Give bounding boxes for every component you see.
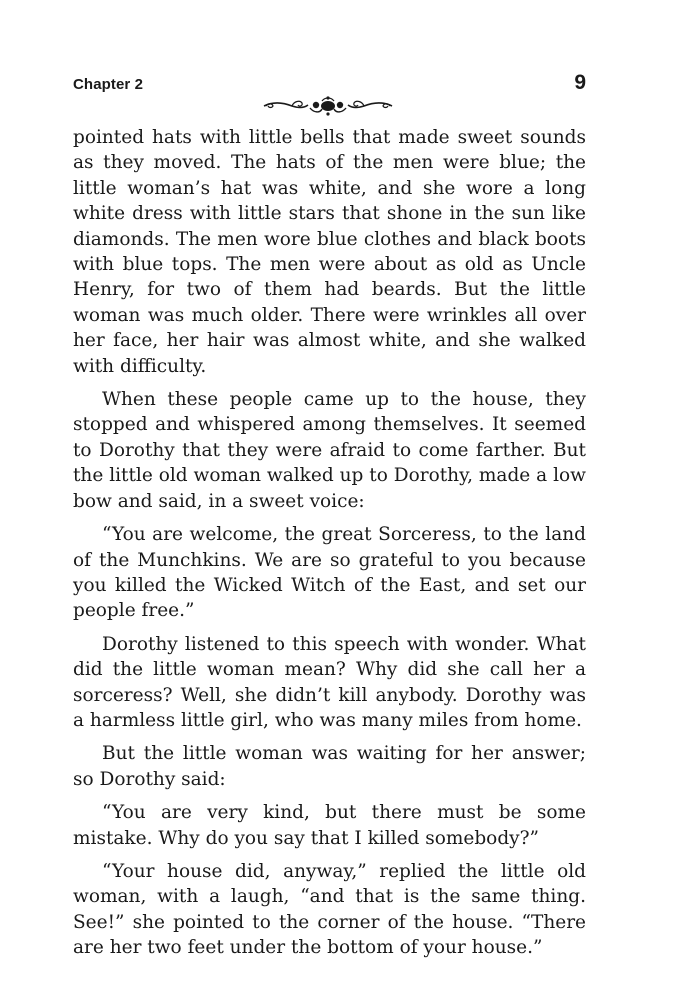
paragraph: pointed hats with little bells that made sweet sounds as they moved. The hats of the men were blue; the little woman’s hat was white, and she wore a long white dress with little stars that shone in the sun like diamonds. The men wore blue clothes and black boots with blue tops. The men were about as old as Uncle Henry, for two of them had beards. But the little woman was much older. There were wrinkles all over her face, her hair was almost white, and she walked with difficulty. — [73, 127, 586, 377]
paragraph: Dorothy listened to this speech with wonder. What did the little woman mean? Why did she call her a sorceress? Well, she didn’t kill anybody. Dorothy was a harmless little girl, who was many miles from home. — [73, 633, 586, 731]
body-text — [73, 125, 586, 969]
page-number: 9 — [574, 71, 586, 94]
paragraph: “You are welcome, the great Sorceress, to the land of the Munchkins. We are so grateful to you because you killed the Wicked Witch of the East, and set our people free.” — [73, 524, 586, 622]
chapter-title: Chapter 2 — [73, 76, 144, 93]
scroll-flourish-ornament-icon — [262, 95, 394, 117]
paragraph: When these people came up to the house, they stopped and whispered among themselves. It seemed to Dorothy that they were afraid to come farther. But the little old woman walked up to Dorothy, made a low bow and said, in a sweet voice: — [73, 389, 586, 512]
paragraph: “Your house did, anyway,” replied the little old woman, with a laugh, “and that is the same thing. See!” she pointed to the corner of the house. “There are her two feet under the bottom of your house.” — [73, 860, 586, 959]
paragraph: But the little woman was waiting for her answer; so Dorothy said: — [73, 743, 586, 790]
paragraph: “You are very kind, but there must be some mistake. Why do you say that I killed somebody?” — [73, 802, 586, 849]
